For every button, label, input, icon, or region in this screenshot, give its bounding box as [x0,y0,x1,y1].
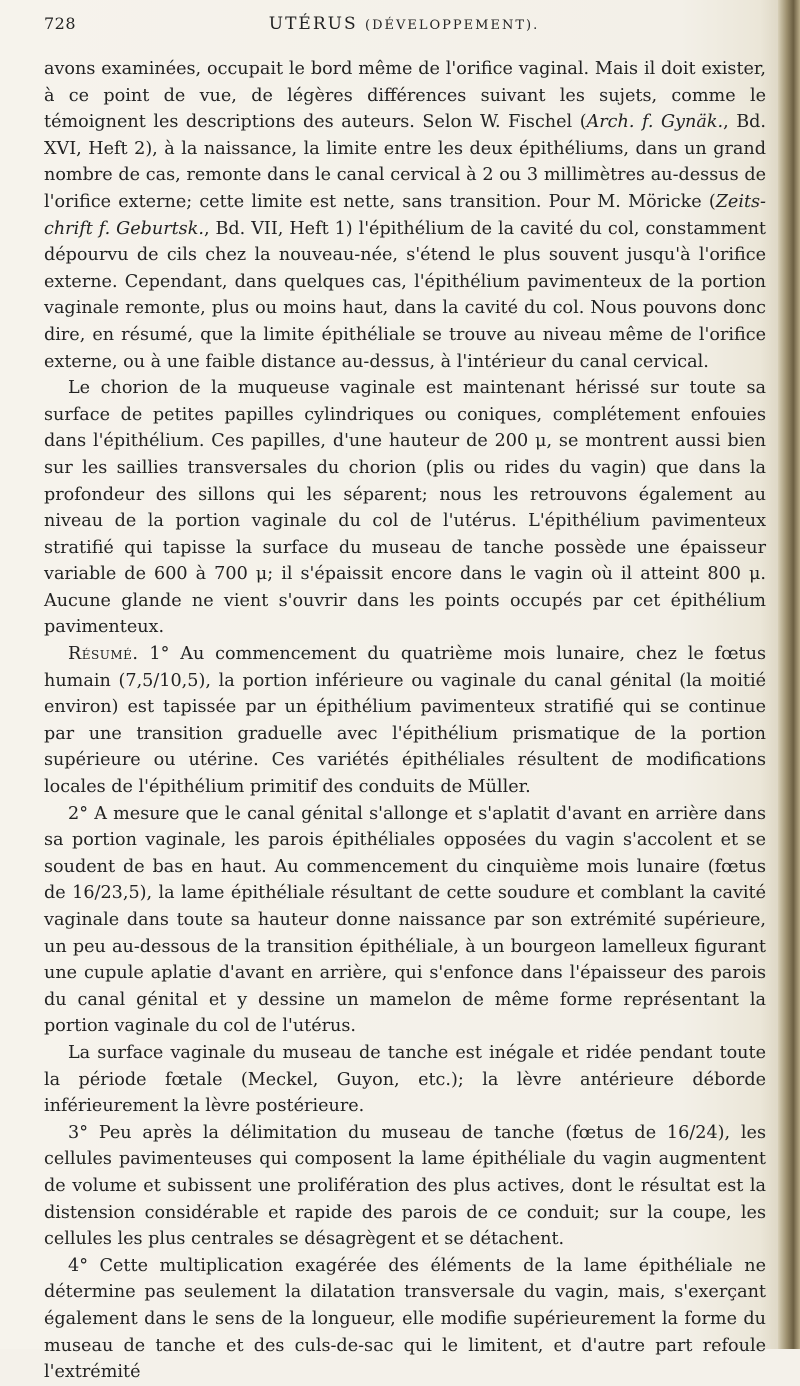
text-run: , Bd. XVI, Heft 2), à la naissance, la limite entre les deux épithéliums, dans un grand nombre de cas, remonte dans le canal cervical à 2 ou 3 millimètres au-dessus de l'orifice externe; cette limite est nette, sans transition. Pour M. Möricke ( [44,112,766,212]
section-label: Résumé. [68,644,139,665]
text-run: , Bd. VII, Heft 1) l'épithélium de la cavité du col, constamment dépourvu de cils chez la nouveau-née, s'étend le plus souvent jusqu'à l'orifice externe. Cependant, dans quelques cas, l'épithélium pavimenteux de la portion vaginale remonte, plus ou moins haut, dans la cavité du col. Nous pouvons donc dire, en résumé, que la limite épithéliale se trouve au niveau même de l'orifice externe, ou à une faible distance au-dessus, à l'intérieur du canal cervical. [44,218,766,372]
citation-title: Zeits-chrift f. Geburtsk. [44,191,766,239]
page-header [44,12,764,40]
paragraph [44,1120,766,1253]
paragraph [44,1253,766,1386]
body-text [44,56,766,1386]
paragraph [44,641,766,801]
text-run: La surface vaginale du museau de tanche est inégale et ridée pendant toute la période fœtale (Meckel, Guyon, etc.); la lèvre antérieure déborde inférieurement la lèvre postérieure. [44,1042,766,1117]
running-head-subtitle: (DÉVELOPPEMENT). [365,18,540,33]
text-run: 4° Cette multiplication exagérée des éléments de la lame épithéliale ne détermine pas seulement la dilatation transversale du vagin, mais, s'exerçant également dans le sens de la longueur, elle modifie supérieurement la forme du museau de tanche et des culs-de-sac qui le limitent, et d'autre part refoule l'extrémité [44,1255,766,1383]
text-run: 3° Peu après la délimitation du museau de tanche (fœtus de 16/24), les cellules pavimenteuses qui composent la lame épithéliale du vagin augmentent de volume et subissent une prolifération des plus actives, dont le résultat est la distension considérable et rapide des parois de ce conduit; sur la coupe, les cellules les plus centrales se désagrègent et se détachent. [44,1122,766,1250]
text-run: 2° A mesure que le canal génital s'allonge et s'aplatit d'avant en arrière dans sa portion vaginale, les parois épithéliales opposées du vagin s'accolent et se soudent de bas en haut. Au commencement du cinquième mois lunaire (fœtus de 16/23,5), la lame épithéliale résultant de cette soudure et comblant la cavité vaginale dans toute sa hauteur donne naissance par son extrémité supérieure, un peu au-dessous de la transition épithéliale, à un bourgeon lamelleux figurant une cupule aplatie d'avant en arrière, qui s'enfonce dans l'épaisseur des parois du canal génital et y dessine un mamelon de même forme représentant la portion vaginale du col de l'utérus. [44,803,766,1037]
paragraph [44,1040,766,1120]
running-head-title: UTÉRUS [268,14,358,34]
text-run: avons examinées, occupait le bord même de l'orifice vaginal. Mais il doit exister, à ce point de vue, de légères différences suivant les sujets, comme le témoignent les descriptions des auteurs. Selon W. Fischel ( [44,59,766,133]
running-head [44,14,764,34]
page-number: 728 [44,14,77,33]
paragraph [44,375,766,641]
paragraph [44,801,766,1040]
text-run: 1° Au commencement du quatrième mois lunaire, chez le fœtus humain (7,5/10,5), la portion inférieure ou vaginale du canal génital (la moitié environ) est tapissée par un épithélium pavimenteux stratifié qui se continue par une transition graduelle avec l'épithélium prismatique de la portion supérieure ou utérine. Ces variétés épithéliales résultent de modifications locales de l'épithélium primitif des conduits de Müller. [44,644,766,798]
paragraph [44,56,766,375]
text-run: Le chorion de la muqueuse vaginale est maintenant hérissé sur toute sa surface de petites papilles cylindriques ou coniques, complétement enfouies dans l'épithélium. Ces papilles, d'une hauteur de 200 μ, se montrent aussi bien sur les saillies transversales du chorion (plis ou rides du vagin) que dans la profondeur des sillons qui les séparent; nous les retrouvons également au niveau de la portion vaginale du col de l'utérus. L'épithélium pavimenteux stratifié qui tapisse la surface du museau de tanche possède une épaisseur variable de 600 à 700 μ; il s'épaissit encore dans le vagin où il atteint 800 μ. Aucune glande ne vient s'ouvrir dans les points occupés par cet épithélium pavimenteux. [44,378,766,638]
book-spine-edge [778,0,800,1349]
citation-title: Arch. f. Gynäk. [586,112,724,133]
